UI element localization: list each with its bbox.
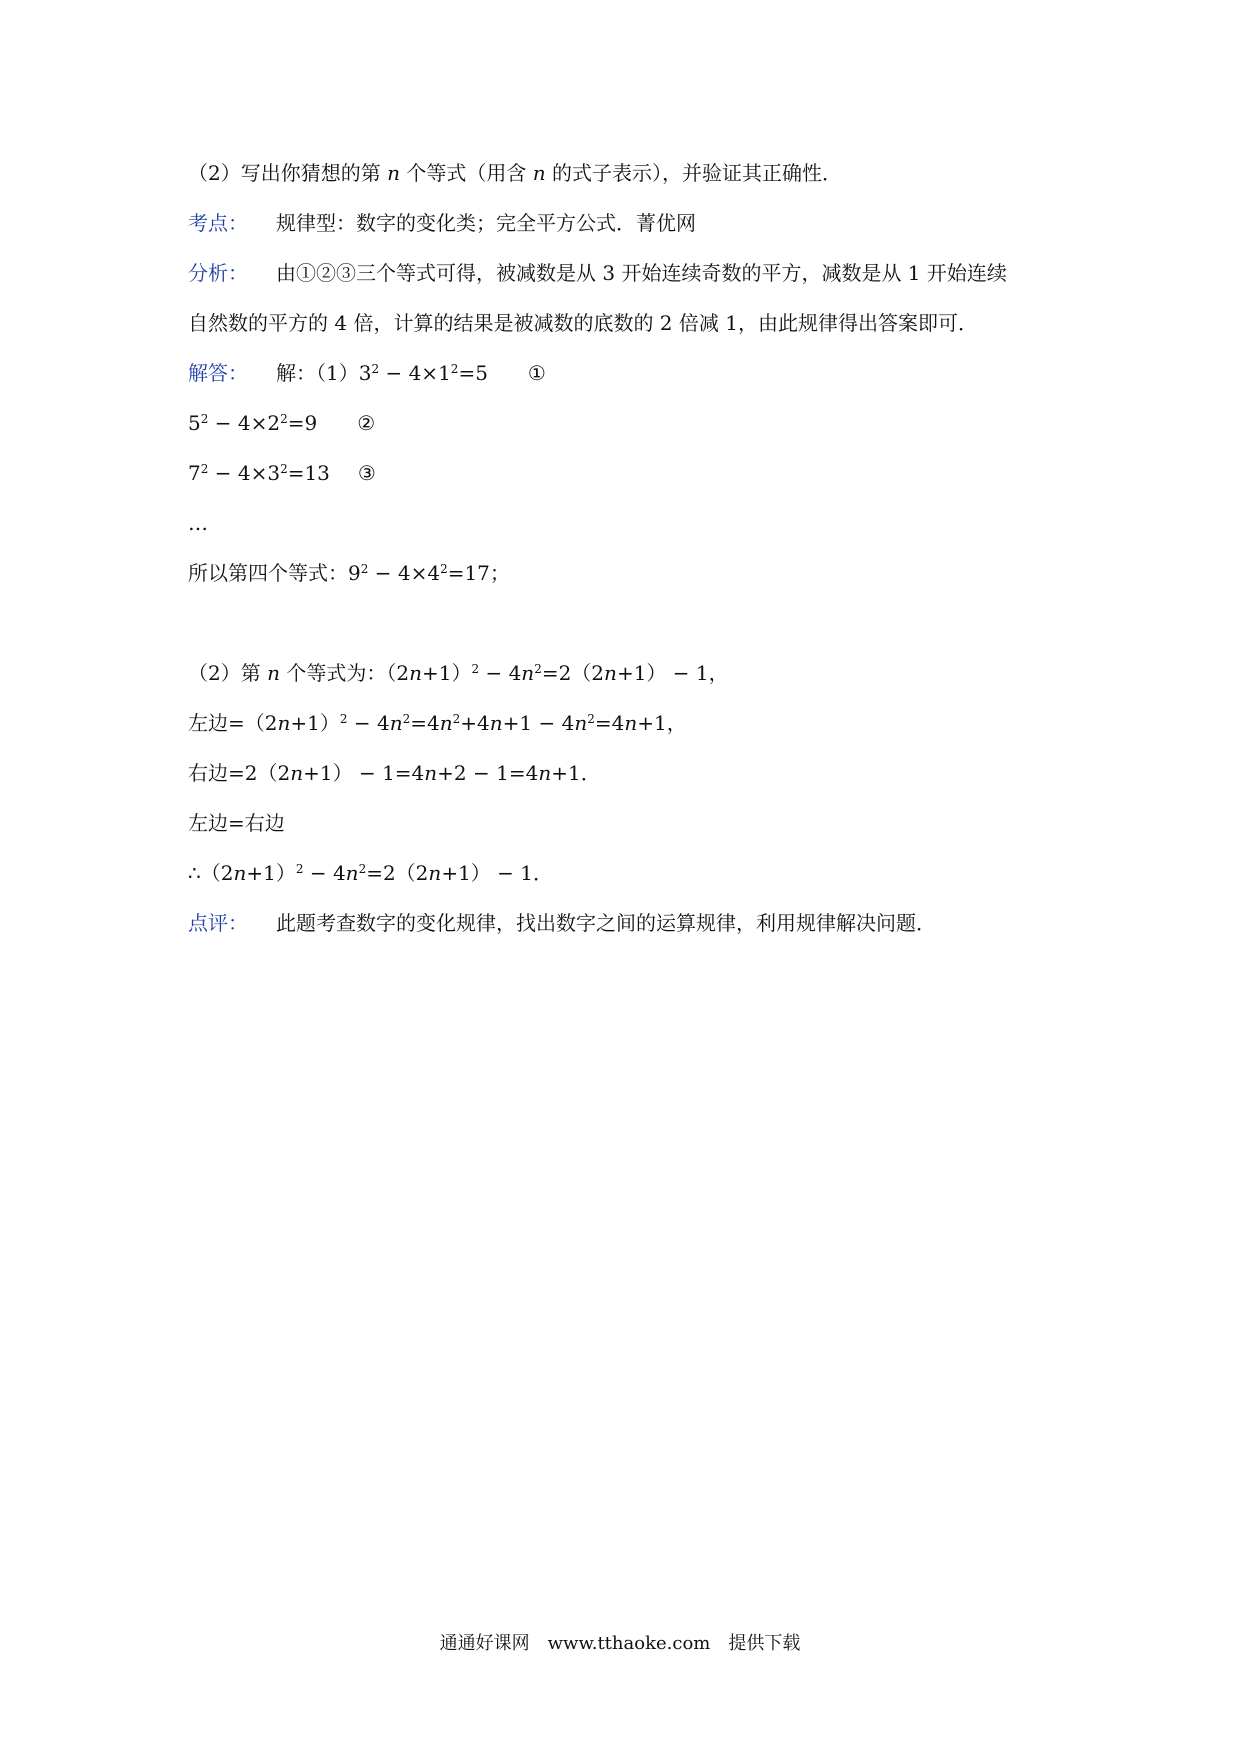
fenxi-section [188,260,1007,286]
general-equation: （2）第 n 个等式为：$(2n+1)^2 - 4n^2=2(2n+1) - 1$， [188,661,729,685]
sides-equal: 左边=右边 [188,811,285,835]
question-part2-prompt: （2）写出你猜想的第 n 个等式（用含 n 的式子表示），并验证其正确性． [188,161,842,185]
dianping-label: 点评： [188,911,248,935]
fenxi-continuation: 自然数的平方的 4 倍，计算的结果是被减数的底数的 2 倍减 1，由此规律得出答案即可． [188,311,978,335]
kaodian-text: 规律型：数字的变化类；完全平方公式．菁优网 [276,211,696,235]
dianping-text: 此题考查数字的变化规律，找出数字之间的运算规律，利用规律解决问题． [276,911,936,935]
jieda-label: 解答： [188,361,248,385]
equation-mark: ① [527,361,546,385]
equation-4: 所以第四个等式：$9^2 - 4\times 4^2=17$； [188,561,510,585]
fenxi-text: 由①②③三个等式可得，被减数是从 3 开始连续奇数的平方，减数是从 1 开始连续 [276,261,1007,285]
equation-2: $5^2 - 4\times 2^2=9$ ② [188,411,376,435]
equation-mark: ② [357,411,376,435]
jieda-section: 解答： 解：$(1)3^2 - 4\times 1^2=5$ ① [188,361,546,385]
right-side-expansion: 右边=2（2n+1） − 1=4n+2 − 1=4n+1． [188,761,601,785]
equation-mark: ③ [357,461,376,485]
fenxi-label: 分析： [188,261,248,285]
page-footer: 通通好课网 www.tthaoke.com 提供下载 [439,1633,801,1654]
equation-3: $7^2 - 4\times 3^2=13$ ③ [188,461,376,485]
conclusion: $\therefore(2n+1)^2 - 4n^2=2(2n+1) - 1$． [188,861,553,885]
kaodian-label: 考点： [188,211,248,235]
ellipsis: … [188,511,208,535]
kaodian-section [188,210,696,236]
dianping-section [188,910,936,936]
left-side-expansion: 左边$=(2n+1)^2 - 4n^2=4n^2+4n+1 - 4n^2=4n+1$， [188,711,687,735]
